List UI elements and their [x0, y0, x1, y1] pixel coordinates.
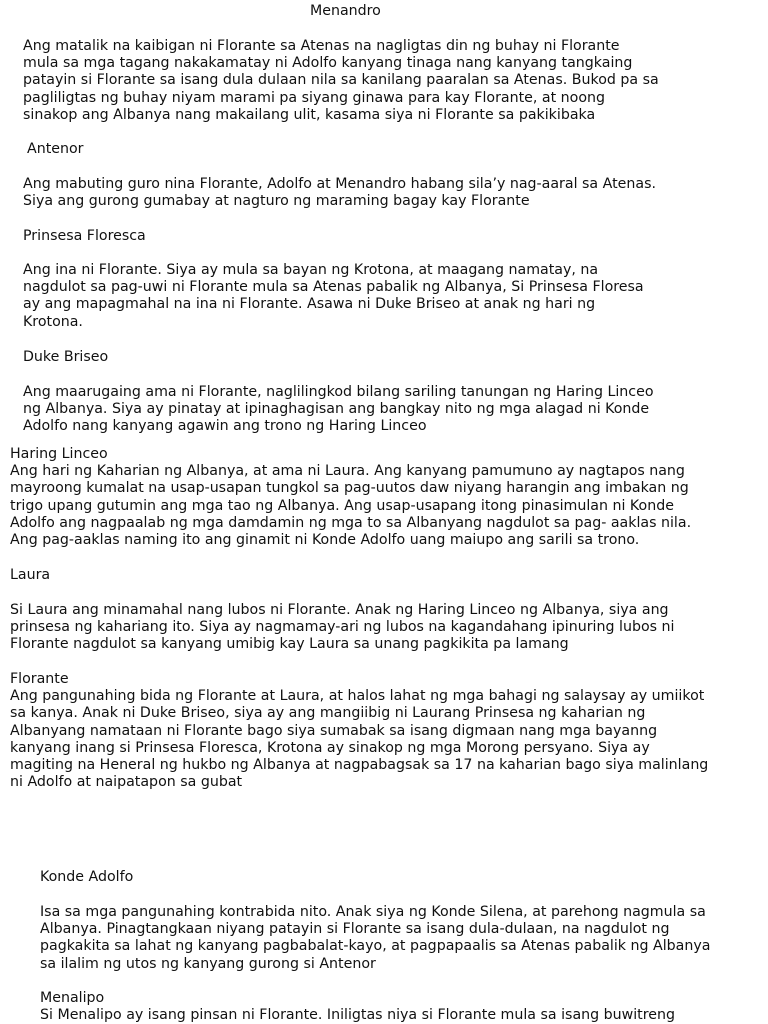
- text-line: Si Laura ang minamahal nang lubos ni Florante. Anak ng Haring Linceo ng Albanya, siya ang: [10, 602, 669, 618]
- heading-text: Laura: [10, 567, 51, 583]
- text-line: trigo upang gutumin ang mga tao ng Albanya. Ang usap-usapang itong pinasimulan ni Konde: [10, 497, 674, 514]
- text-line: Si Menalipo ay isang pinsan ni Florante. Iniligtas niya si Florante mula sa isang buwitreng: [40, 1007, 675, 1024]
- text-line: Ang matalik na kaibigan ni Florante sa Atenas na nagligtas din ng buhay ni Florante: [23, 38, 620, 54]
- text-line: sinakop ang Albanya nang makailang ulit, kasama siya ni Florante sa pakikibaka: [23, 106, 596, 123]
- text-line: Albanyang namataan ni Florante bago siya sumabak sa isang digmaan nang mga bayanng: [10, 722, 658, 739]
- text-line: mayroong kumalat na usap-usapan tungkol sa pag-uutos daw niyang harangin ang imbakan ng: [10, 480, 689, 497]
- heading-menalipo: Menalipo: [40, 990, 105, 1006]
- heading-florante: Florante: [10, 671, 69, 687]
- text-line: Florante nagdulot sa kanyang umibig kay Laura sa unang pagkikita pa lamang: [10, 636, 569, 653]
- heading-text: Konde Adolfo: [40, 869, 134, 885]
- text-line: nagdulot sa pag-uwi ni Florante mula sa Atenas pabalik ng Albanya, Si Prinsesa Floresa: [23, 279, 644, 296]
- text-line: Ang pangunahing bida ng Florante at Laura, at halos lahat ng mga bahagi ng salaysay ay umiikot: [10, 688, 705, 705]
- text-line: Ang ina ni Florante. Siya ay mula sa bayan ng Krotona, at maagang namatay, na: [23, 262, 599, 278]
- paragraph-adolfo: [40, 904, 710, 973]
- heading-linceo: Haring Linceo: [10, 446, 108, 462]
- text-line: sa ilalim ng utos ng kanyang gurong si Antenor: [40, 955, 376, 972]
- text-line: pagliligtas ng buhay niyam marami pa siyang ginawa para kay Florante, at noong: [23, 89, 606, 106]
- heading-adolfo: [40, 869, 133, 886]
- text-line: pagkakita sa lahat ng kanyang pagbabalat-kayo, at pagpapaalis sa Atenas pabalik ng Albanya: [40, 938, 711, 955]
- heading-antenor: [27, 141, 84, 158]
- paragraph-floresca: [23, 262, 644, 331]
- text-line: Ang hari ng Kaharian ng Albanya, at ama ni Laura. Ang kanyang pamumuno ay nagtapos nang: [10, 463, 685, 480]
- heading-menandro: [310, 3, 381, 20]
- text-line: Krotona.: [23, 313, 83, 330]
- paragraph-laura: [10, 602, 674, 654]
- text-line: prinsesa ng kahariang ito. Siya ay nagmamay-ari ng lubos na kagandahang ipinuring lubos ni: [10, 619, 675, 636]
- heading-text: Antenor: [27, 141, 84, 157]
- paragraph-linceo: [10, 446, 691, 549]
- text-line: ni Adolfo at naipatapon sa gubat: [10, 774, 243, 791]
- text-line: magiting na Heneral ng hukbo ng Albanya at nagpabagsak sa 17 na kaharian bago siya malinlang: [10, 757, 709, 774]
- text-line: Ang mabuting guro nina Florante, Adolfo at Menandro habang sila’y nag-aaral sa Atenas.: [23, 176, 656, 192]
- paragraph-antenor: [23, 176, 656, 210]
- text-line: ay ang mapagmahal na ina ni Florante. Asawa ni Duke Briseo at anak ng hari ng: [23, 296, 596, 313]
- paragraph-florante: [10, 671, 708, 791]
- text-line: Adolfo nang kanyang agawin ang trono ng Haring Linceo: [23, 418, 427, 435]
- paragraph-briseo: [23, 384, 654, 435]
- document-section-top: [0, 0, 768, 435]
- paragraph-menandro: [23, 38, 659, 124]
- heading-laura: [10, 567, 50, 584]
- text-line: Adolfo ang nagpaalab ng mga damdamin ng mga to sa Albanyang nagdulot sa pag- aaklas nila.: [10, 514, 692, 531]
- paragraph-menalipo: [40, 990, 675, 1024]
- heading-briseo: [23, 349, 108, 366]
- text-line: kanyang inang si Prinsesa Floresca, Krotona ay sinakop ng mga Morong persyano. Siya ay: [10, 739, 650, 756]
- heading-text: Menandro: [310, 3, 381, 19]
- text-line: Isa sa mga pangunahing kontrabida nito. Anak siya ng Konde Silena, at parehong nagmula sa: [40, 904, 706, 920]
- heading-floresca: [23, 228, 146, 245]
- text-line: patayin si Florante sa isang dula dulaan nila sa kanilang paaralan sa Atenas. Bukod pa sa: [23, 72, 659, 89]
- heading-text: Prinsesa Floresca: [23, 228, 146, 244]
- text-line: Ang maarugaing ama ni Florante, naglilingkod bilang sariling tanungan ng Haring Linceo: [23, 384, 654, 400]
- text-line: mula sa mga tagang nakakamatay ni Adolfo kanyang tinaga nang kanyang tangkaing: [23, 55, 633, 72]
- text-line: Albanya. Pinagtangkaan niyang patayin si Florante sa isang dula-dulaan, na nagdulot ng: [40, 921, 670, 938]
- text-line: sa kanya. Anak ni Duke Briseo, siya ay ang mangiibig ni Laurang Prinsesa ng kaharian ng: [10, 705, 646, 722]
- text-line: Ang pag-aaklas naming ito ang ginamit ni Konde Adolfo uang maiupo ang sarili sa trono.: [10, 532, 640, 549]
- text-line: Siya ang gurong gumabay at nagturo ng maraming bagay kay Florante: [23, 193, 530, 210]
- heading-text: Duke Briseo: [23, 349, 109, 365]
- text-line: ng Albanya. Siya ay pinatay at ipinaghagisan ang bangkay nito ng mga alagad ni Konde: [23, 401, 650, 418]
